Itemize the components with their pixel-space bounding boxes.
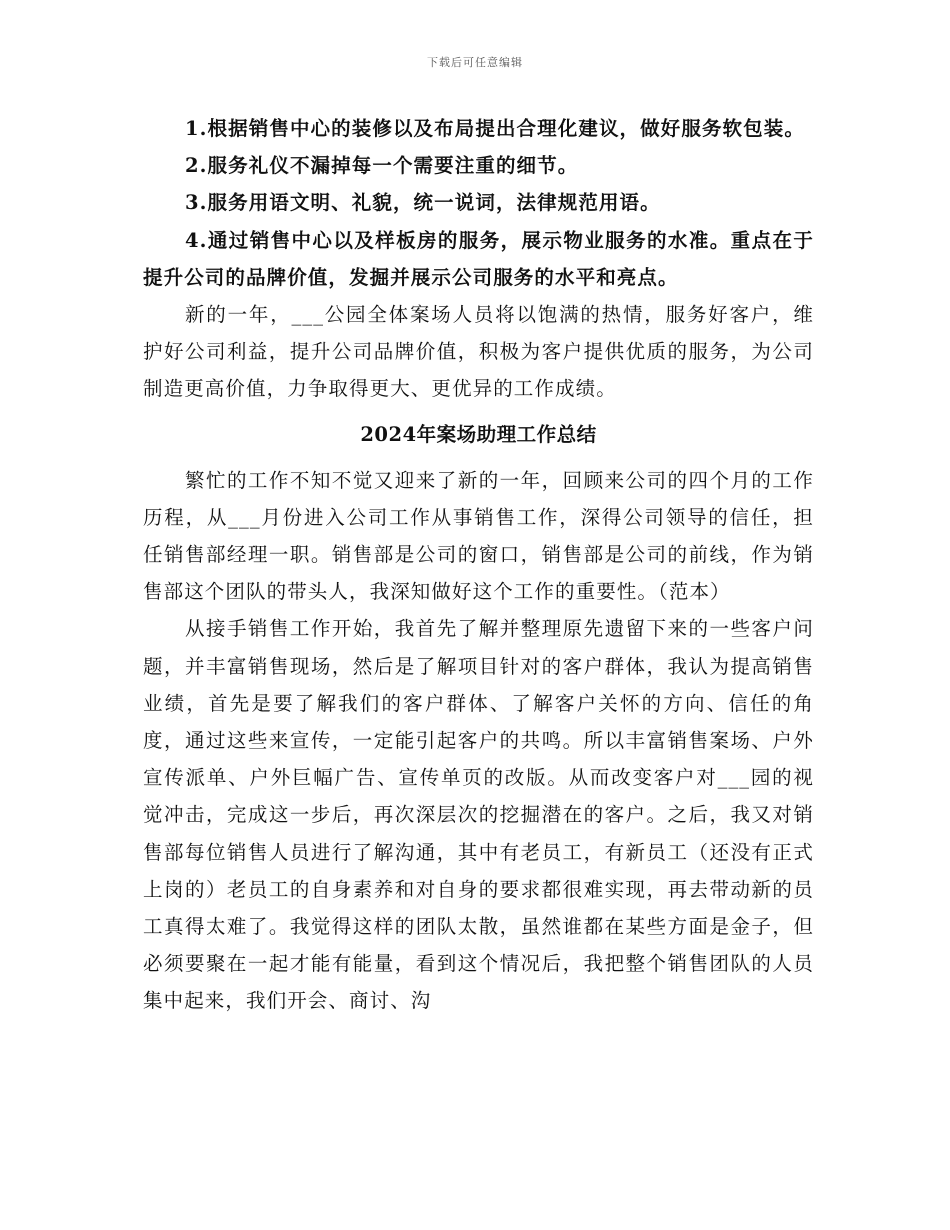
list-item-2: 2.服务礼仪不漏掉每一个需要注重的细节。 (185, 154, 579, 178)
closing-paragraph: 新的一年，___公园全体案场人员将以饱满的热情，服务好客户，维护好公司利益，提升公司品牌价值，积极为客户提供优质的服务，为公司制造更高价值，力争取得更大、更优异的工作成绩。 (143, 303, 814, 401)
page-header: 下载后可任意编辑 (427, 56, 523, 69)
body-paragraph-2: 从接手销售工作开始，我首先了解并整理原先遗留下来的一些客户问题，并丰富销售现场，然后是了解项目针对的客户群体，我认为提高销售业绩，首先是要了解我们的客户群体、了解客户关怀的方向、信任的角度，通过这些来宣传，一定能引起客户的共鸣。所以丰富销售案场、户外宣传派单、户外巨幅广告、宣传单页的改版。从而改变客户对___园的视觉冲击，完成这一步后，再次深层次的挖掘潜在的客户。之后，我又对销售部每位销售人员进行了解沟通，其中有老员工，有新员工（还没有正式上岗的）老员工的自身素养和对自身的要求都很难实现，再去带动新的员工真得太难了。我觉得这样的团队太散，虽然谁都在某些方面是金子，但必须要聚在一起才能有能量，看到这个情况后，我把整个销售团队的人员集中起来，我们开会、商讨、沟 (143, 617, 814, 1013)
section-title: 2024年案场助理工作总结 (360, 422, 597, 446)
body-paragraph-1: 繁忙的工作不知不觉又迎来了新的一年，回顾来公司的四个月的工作历程，从___月份进入公司工作从事销售工作，深得公司领导的信任，担任销售部经理一职。销售部是公司的窗口，销售部是公司的前线，作为销售部这个团队的带头人，我深知做好这个工作的重要性。（范本） (143, 468, 814, 604)
list-item-1: 1.根据销售中心的装修以及布局提出合理化建议，做好服务软包装。 (185, 117, 805, 140)
list-item-4: 4.通过销售中心以及样板房的服务，展示物业服务的水准。重点在于提升公司的品牌价值，发掘并展示公司服务的水平和亮点。 (143, 228, 814, 289)
document-body (143, 110, 814, 1020)
list-item-3: 3.服务用语文明、礼貌，统一说词，法律规范用语。 (185, 191, 661, 215)
